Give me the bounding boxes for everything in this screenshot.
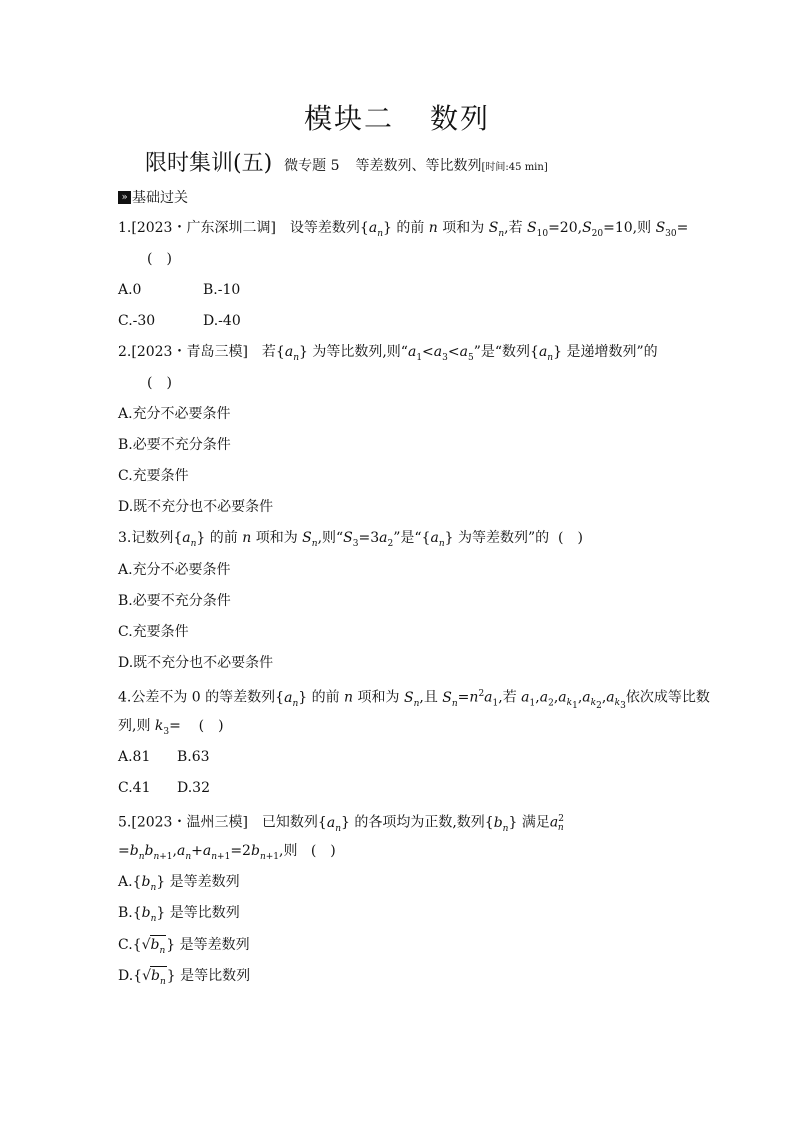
page-title bbox=[0, 97, 794, 137]
q4-choice-b: B.63 bbox=[177, 749, 210, 765]
q2-choice-a: A.充分不必要条件 bbox=[118, 406, 231, 422]
q4-choice-c: C.41 bbox=[118, 780, 151, 796]
answer-paren: ( ) bbox=[147, 251, 172, 267]
q1-choice-d: D.-40 bbox=[203, 313, 241, 329]
question-5: 5.[2023・温州三模] 已知数列$\{a_n\}$ 的各项均为正数,数列$\{b_n\}$ 满足$a^2_n$ bbox=[118, 814, 564, 834]
q1-choice-b: B.-10 bbox=[203, 282, 241, 298]
q4-choice-a: A.81 bbox=[118, 749, 151, 765]
answer-paren: ( ) bbox=[558, 530, 583, 546]
title-part2: 数列 bbox=[430, 102, 491, 135]
q1-choice-c: C.-30 bbox=[118, 313, 156, 329]
answer-paren: ( ) bbox=[147, 375, 172, 391]
subtitle-time: [时间:45 min] bbox=[481, 162, 548, 173]
answer-paren: ( ) bbox=[310, 843, 336, 859]
arrow-icon: » bbox=[118, 191, 131, 204]
q3-choice-b: B.必要不充分条件 bbox=[118, 593, 231, 609]
question-3: 3.记数列$\{a_n\}$ 的前 n 项和为 $S_n$,则“$S_3=3a_2$”是“$\{a_n\}$ 为等差数列”的 ( ) bbox=[118, 530, 583, 549]
question-4: 4.公差不为 0 的等差数列$\{a_n\}$ 的前 n 项和为 $S_n$,且 $S_n=n^2a_1$,若 $a_1,a_2,a_{k_1},a_{k_2},a_{k_3}$依次成等比数 bbox=[118, 689, 710, 712]
subtitle-topic: 等差数列、等比数列 bbox=[355, 158, 482, 174]
subtitle-micro: 微专题 5 bbox=[284, 158, 340, 174]
q2-choice-b: B.必要不充分条件 bbox=[118, 437, 231, 453]
section-header bbox=[118, 187, 188, 207]
question-1: 1.[2023・广东深圳二调] 设等差数列$\{a_n\}$ 的前 n 项和为 $S_n$,若 $S_{10}=20,S_{20}=10$,则 $S_{30}=$ bbox=[118, 220, 689, 239]
title-part1: 模块二 bbox=[303, 102, 394, 135]
q5-choice-a: $A.\{b_n\}$ 是等差数列 bbox=[118, 874, 240, 893]
q2-choice-d: D.既不充分也不必要条件 bbox=[118, 499, 274, 515]
question-2: 2.[2023・青岛三模] 若$\{a_n\}$ 为等比数列,则“$a_1<a_3<a_5$”是“数列$\{a_n\}$ 是递增数列”的 bbox=[118, 344, 658, 363]
q3-choice-c: C.充要条件 bbox=[118, 624, 189, 640]
section-label: 基础过关 bbox=[132, 190, 188, 206]
question-5-line2: $=b_nb_{n+1},a_n+a_{n+1}=2b_{n+1}$,则 ( ) bbox=[118, 843, 336, 862]
q1-choice-a: A.0 bbox=[118, 282, 142, 298]
q3-choice-a: A.充分不必要条件 bbox=[118, 562, 231, 578]
q5-choice-c: $C.\{√b_n\}$ 是等差数列 bbox=[118, 935, 250, 960]
answer-paren: ( ) bbox=[198, 718, 224, 734]
question-4-line2: 列,则 $k_3=$ ( ) bbox=[118, 718, 224, 737]
q4-choice-d: D.32 bbox=[177, 780, 210, 796]
q5-choice-b: $B.\{b_n\}$ 是等比数列 bbox=[118, 905, 240, 924]
subtitle-main: 限时集训(五) bbox=[145, 151, 273, 176]
q2-choice-c: C.充要条件 bbox=[118, 468, 189, 484]
subtitle bbox=[145, 146, 548, 177]
q5-choice-d: $D.\{√b_n\}$ 是等比数列 bbox=[118, 966, 250, 991]
q3-choice-d: D.既不充分也不必要条件 bbox=[118, 655, 274, 671]
